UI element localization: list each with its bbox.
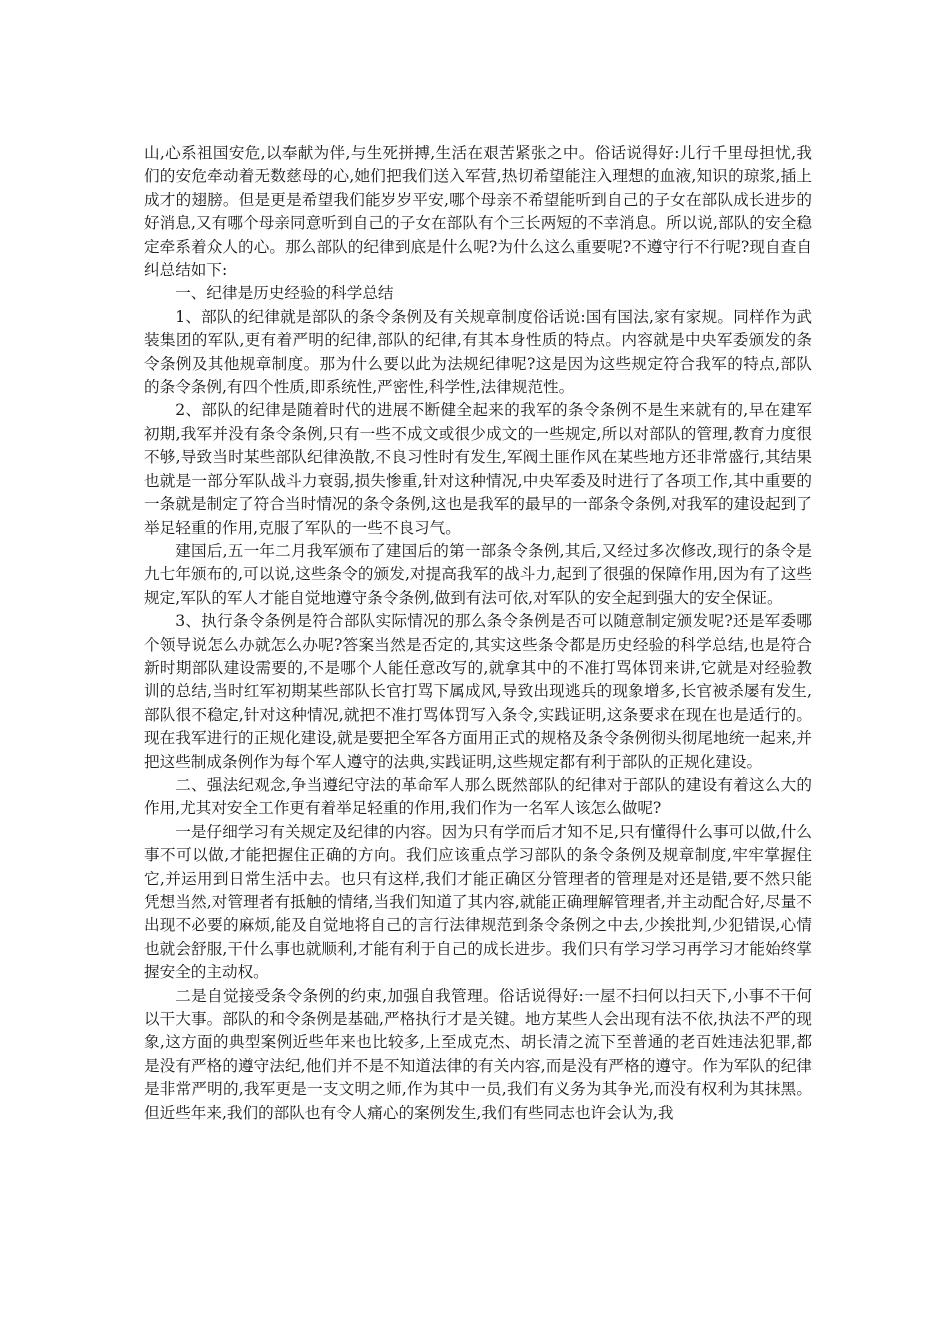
paragraph-2-1: 一是仔细学习有关规定及纪律的内容。因为只有学而后才知不足,只有懂得什么事可以做,什么事不可以做,才能把握住正确的方向。我们应该重点学习部队的条令条例及规章制度,牢牢掌握住它,并运用到日常生活中去。也只有这样,我们才能正确区分管理者的管理是对还是错,要不然只能凭想当然,对管理者有抵触的情绪,当我们知道了其内容,就能正确理解管理者,并主动配合好,尽量不出现不必要的麻烦,能及自觉地将自己的言行法律规范到条令条例之中去,少挨批判,少犯错误,心情也就会舒服,干什么事也就顺利,才能有利于自己的成长进步。我们只有学习学习再学习才能始终掌握安全的主动权。 (144, 822, 812, 982)
document-page (144, 142, 812, 1125)
paragraph-1-2: 2、部队的纪律是随着时代的进展不断健全起来的我军的条令条例不是生来就有的,早在建军初期,我军并没有条令条例,只有一些不成文或很少成文的一些规定,所以对部队的管理,教育力度很不够,导致当时某些部队纪律涣散,不良习性时有发生,军阀土匪作风在某些地方还非常盛行,其结果也就是一部分军队战斗力衰弱,损失惨重,针对这种情况,中央军委及时进行了各项工作,其中重要的一条就是制定了符合当时情况的条令条例,这也是我军的最早的一部条令条例,对我军的建设起到了举足轻重的作用,克服了军队的一些不良习气。 (144, 401, 812, 537)
paragraph-post-founding: 建国后,五一年二月我军颁布了建国后的第一部条令条例,其后,又经过多次修改,现行的条令是九七年颁布的,可以说,这些条令的颁发,对提高我军的战斗力,起到了很强的保障作用,因为有了这些规定,军队的军人才能自觉地遵守条令条例,做到有法可依,对军队的安全起到强大的安全保证。 (144, 541, 812, 607)
paragraph-continuation: 山,心系祖国安危,以奉献为伴,与生死拼搏,生活在艰苦紧张之中。俗话说得好:儿行千里母担忧,我们的安危牵动着无数慈母的心,她们把我们送入军营,热切希望能注入理想的血液,知识的琼浆,插上成才的翅膀。但是更是希望我们能岁岁平安,哪个母亲不希望能听到自己的子女在部队成长进步的好消息,又有哪个母亲同意听到自己的子女在部队有个三长两短的不幸消息。所以说,部队的安全稳定牵系着众人的心。那么部队的纪律到底是什么呢?为什么这么重要呢?不遵守行不行呢?现自查自纠总结如下: (144, 144, 812, 280)
paragraph-2-2: 二是自觉接受条令条例的约束,加强自我管理。俗话说得好:一屋不扫何以扫天下,小事不干何以干大事。部队的和令条例是基础,严格执行才是关键。地方某些人会出现有法不依,执法不严的现象,这方面的典型案例近些年来也比较多,上至成克杰、胡长清之流下至普通的老百姓违法犯罪,都是没有严格的遵守法纪,他们并不是不知道法律的有关内容,而是没有严格的遵守。作为军队的纪律是非常严明的,我军更是一支文明之师,作为其中一员,我们有义务为其争光,而没有权利为其抹黑。但近些年来,我们的部队也有令人痛心的案例发生,我们有些同志也许会认为,我 (144, 986, 812, 1122)
section-heading-1: 一、纪律是历史经验的科学总结 (175, 284, 394, 303)
paragraph-1-1: 1、部队的纪律就是部队的条令条例及有关规章制度俗话说:国有国法,家有家规。同样作为武装集团的军队,更有着严明的纪律,部队的纪律,有其本身性质的特点。内容就是中央军委颁发的条令条例及其他规章制度。那为什么要以此为法规纪律呢?这是因为这些规定符合我军的特点,部队的条令条例,有四个性质,即系统性,严密性,科学性,法律规范性。 (144, 307, 812, 397)
paragraph-1-3: 3、执行条令条例是符合部队实际情况的那么条令条例是否可以随意制定颁发呢?还是军委哪个领导说怎么办就怎么办呢?答案当然是否定的,其实这些条令都是历史经验的科学总结,也是符合新时期部队建设需要的,不是哪个人能任意改写的,就拿其中的不准打骂体罚来讲,它就是对经验教训的总结,当时红军初期某些部队长官打骂下属成风,导致出现逃兵的现象增多,长官被杀屡有发生,部队很不稳定,针对这种情况,就把不准打骂体罚写入条令,实践证明,这条要求在现在也是适行的。现在我军进行的正规化建设,就是要把全军各方面用正式的规格及条令条例彻头彻尾地统一起来,并把这些制成条例作为每个军人遵守的法典,实践证明,这些规定都有利于部队的正规化建设。 (144, 612, 812, 771)
section-heading-2: 二、强法纪观念,争当遵纪守法的革命军人那么既然部队的纪律对于部队的建设有着这么大的作用,尤其对安全工作更有着举足轻重的作用,我们作为一名军人该怎么做呢? (144, 775, 812, 818)
